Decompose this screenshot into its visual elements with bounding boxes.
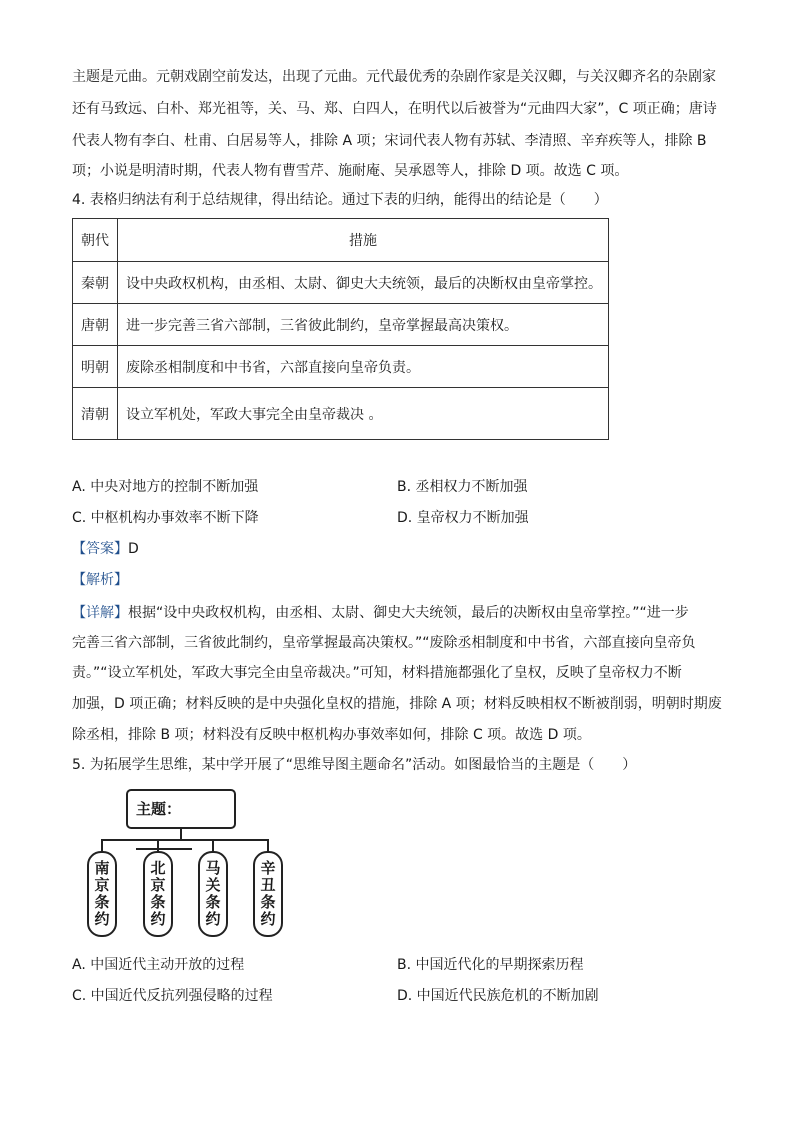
q4-detail-line-2: 完善三省六部制，三省彼此制约，皇帝掌握最高决策权。”“废除丞相制度和中书省，六部直接向皇帝负 — [72, 635, 696, 651]
table-header-row — [73, 219, 609, 262]
q5-option-a: A. 中国近代主动开放的过程 — [72, 957, 245, 973]
question-5-stem: 5. 为拓展学生思维，某中学开展了“思维导图主题命名”活动。如图最恰当的主题是（ ） — [72, 757, 637, 773]
table-cell-dynasty: 明朝 — [73, 346, 118, 388]
table-cell-measure: 设立军机处，军政大事完全由皇帝裁决 。 — [118, 388, 609, 440]
detail-tag: 【详解】 — [72, 605, 128, 621]
connector-line — [157, 839, 159, 851]
node-char: 条 — [205, 893, 221, 911]
answer-tag: 【答案】 — [72, 541, 128, 557]
node-char: 约 — [150, 910, 166, 928]
node-char: 条 — [94, 893, 110, 911]
node-char: 京 — [94, 876, 110, 894]
q4-detail-line-1 — [72, 603, 689, 623]
dynasty-measures-table — [72, 218, 609, 440]
treaty-mind-map — [86, 788, 296, 940]
paragraph-line-3: 代表人物有李白、杜甫、白居易等人，排除 A 项；宋词代表人物有苏轼、李清照、辛弃疾等人，排除 B — [72, 133, 707, 149]
q4-option-a: A. 中央对地方的控制不断加强 — [72, 479, 259, 495]
mind-map-title-box — [126, 789, 236, 829]
q5-option-d: D. 中国近代民族危机的不断加剧 — [397, 988, 599, 1004]
node-char: 马 — [205, 859, 221, 877]
table-row — [73, 262, 609, 304]
title-blank-line — [136, 834, 192, 850]
table-header-measure: 措施 — [118, 219, 609, 262]
q4-option-d: D. 皇帝权力不断加强 — [397, 510, 529, 526]
node-char: 约 — [205, 910, 221, 928]
connector-line — [101, 839, 103, 851]
paragraph-line-4: 项；小说是明清时期，代表人物有曹雪芹、施耐庵、吴承恩等人，排除 D 项。故选 C 项。 — [72, 163, 629, 179]
table-cell-measure: 进一步完善三省六部制，三省彼此制约，皇帝掌握最高决策权。 — [118, 304, 609, 346]
paragraph-line-1: 主题是元曲。元朝戏剧空前发达，出现了元曲。元代最优秀的杂剧作家是关汉卿，与关汉卿齐名的杂剧家 — [72, 69, 716, 85]
detail-text: 根据“设中央政权机构，由丞相、太尉、御史大夫统领，最后的决断权由皇帝掌控。”“进一步 — [128, 605, 689, 621]
node-char: 辛 — [260, 859, 276, 877]
paragraph-line-2: 还有马致远、白朴、郑光祖等，关、马、郑、白四人，在明代以后被誉为“元曲四大家”，C 项正确；唐诗 — [72, 101, 717, 117]
table-cell-dynasty: 唐朝 — [73, 304, 118, 346]
treaty-node-nanjing — [87, 851, 117, 937]
table-row — [73, 304, 609, 346]
connector-line — [267, 839, 269, 851]
answer-value: D — [128, 541, 139, 557]
analysis-tag: 【解析】 — [72, 572, 128, 588]
node-char: 关 — [205, 876, 221, 894]
treaty-node-xinchou — [253, 851, 283, 937]
q4-answer-line — [72, 539, 139, 559]
table-row — [73, 388, 609, 440]
q4-analysis-tag — [72, 570, 128, 590]
q4-option-c: C. 中枢机构办事效率不断下降 — [72, 510, 259, 526]
table-cell-dynasty: 清朝 — [73, 388, 118, 440]
node-char: 约 — [260, 910, 276, 928]
connector-line — [101, 839, 268, 841]
mind-map-title-label: 主题： — [136, 800, 182, 818]
table-header-dynasty: 朝代 — [73, 219, 118, 262]
node-char: 北 — [150, 859, 166, 877]
node-char: 条 — [150, 893, 166, 911]
node-char: 约 — [94, 910, 110, 928]
q4-detail-line-3: 责。”“设立军机处，军政大事完全由皇帝裁决。”可知，材料措施都强化了皇权，反映了皇帝权力不断 — [72, 665, 682, 681]
table-cell-dynasty: 秦朝 — [73, 262, 118, 304]
node-char: 京 — [150, 876, 166, 894]
treaty-node-maguan — [198, 851, 228, 937]
table-row — [73, 346, 609, 388]
treaty-node-beijing — [143, 851, 173, 937]
node-char: 条 — [260, 893, 276, 911]
node-char: 丑 — [260, 876, 276, 894]
q5-option-c: C. 中国近代反抗列强侵略的过程 — [72, 988, 273, 1004]
q5-option-b: B. 中国近代化的早期探索历程 — [397, 957, 584, 973]
node-char: 南 — [94, 859, 110, 877]
q4-detail-line-5: 除丞相，排除 B 项；材料没有反映中枢机构办事效率如何，排除 C 项。故选 D 项。 — [72, 727, 591, 743]
connector-line — [212, 839, 214, 851]
table-cell-measure: 设中央政权机构，由丞相、太尉、御史大夫统领，最后的决断权由皇帝掌控。 — [118, 262, 609, 304]
table-cell-measure: 废除丞相制度和中书省，六部直接向皇帝负责。 — [118, 346, 609, 388]
q4-option-b: B. 丞相权力不断加强 — [397, 479, 528, 495]
q4-detail-line-4: 加强，D 项正确；材料反映的是中央强化皇权的措施，排除 A 项；材料反映相权不断被削弱，明朝时期废 — [72, 696, 722, 712]
question-4-stem: 4. 表格归纳法有利于总结规律，得出结论。通过下表的归纳，能得出的结论是（ ） — [72, 192, 608, 208]
